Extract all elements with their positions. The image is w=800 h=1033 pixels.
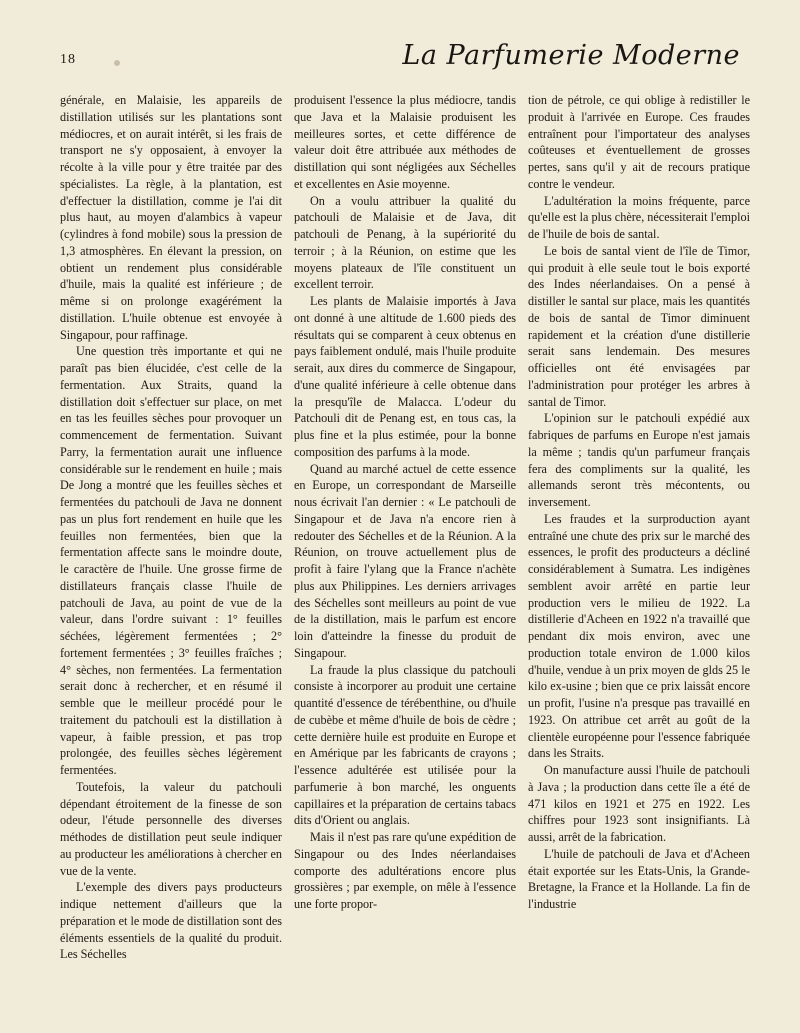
paragraph: Quand au marché actuel de cette essence en Europe, un correspondant de Marseille nous écrivait l'an dernier : « Le patchouli de Singapour et de Java n'a encore rien à redouter des Séchelles et de la Réunion. A la Réunion, on trouve actuellement plus de profit à faire l'ylang que la France n'achète plus aux Philippines. Les derniers arrivages des Séchelles sont meilleurs au point de vue de la distillation, mais le parfum est encore loin d'atteindre la finesse du produit de Singapour.	[294, 461, 516, 660]
paragraph: Toutefois, la valeur du patchouli dépendant étroitement de la finesse de son odeur, l'étude personnelle des diverses méthodes de distillation peut seule indiquer au producteur les améliorations à chercher en vue de la vente.	[60, 779, 282, 878]
paragraph: générale, en Malaisie, les appareils de distillation utilisés sur les plantations sont médiocres, et on aurait intérêt, si les frais de transport ne s'y opposaient, à envoyer la récolte à la ville pour y être traitée par des spécialistes. La règle, à la plantation, est d'effectuer la distillation, comme je l'ai dit plus haut, au moyen d'alambics à vapeur (cylindres à fond mobile) sous la pression de 1,3 atmosphères. En élevant la pression, on obtient un rendement plus considérable d'huile, mais la qualité est inférieure ; de même si on prolonge exagérément la distillation. L'huile obtenue est envoyée à Singapour, pour raffinage.	[60, 93, 282, 342]
paragraph: L'huile de patchouli de Java et d'Acheen était exportée sur les Etats-Unis, la Grande-Bretagne, la France et la Hollande. La fin de l'industrie	[528, 846, 750, 911]
column-right	[528, 92, 750, 1017]
paragraph: Les plants de Malaisie importés à Java ont donné à une altitude de 1.600 pieds des résultats qui se comparent à ceux obtenus en pays faiblement ondulé, mais l'huile produite serait, aux dires du commerce de Singapour, d'une qualité inférieure à celle obtenue dans la presqu'île de Malacca. L'odeur du Patchouli dit de Penang est, en tous cas, la plus fine et la plus estimée, pour la bonne composition des parfums à la mode.	[294, 294, 516, 459]
page-number: 18	[60, 52, 76, 67]
column-middle	[294, 92, 516, 1017]
paragraph: Le bois de santal vient de l'île de Timor, qui produit à elle seule tout le bois exporté des Indes néerlandaises. On a pensé à distiller le santal sur place, mais les quantités de bois de santal de Timor diminuent rapidement et la création d'une distillerie serait sans lendemain. Des mesures officielles ont été envisagées par l'administration pour protéger les arbres à santal de Timor.	[528, 243, 750, 409]
paragraph: Mais il n'est pas rare qu'une expédition de Singapour ou des Indes néerlandaises comporte des adultérations encore plus grossières ; par exemple, on mêle à l'essence une forte propor-	[294, 830, 516, 911]
paragraph: L'opinion sur le patchouli expédié aux fabriques de parfums en Europe n'est jamais la même ; tandis qu'un parfumeur français fera des compliments sur la qualité, les allemands seront très mécontents, ou inversement.	[528, 411, 750, 509]
paragraph: produisent l'essence la plus médiocre, tandis que Java et la Malaisie produisent les meilleures sortes, et cette différence de valeur doit être attribuée aux méthodes de distillation qui sont négligées aux Séchelles et excellentes en Asie moyenne.	[294, 93, 516, 191]
paragraph: L'exemple des divers pays producteurs indique nettement d'ailleurs que la préparation et le mode de distillation sont des éléments essentiels de la qualité du produit. Les Séchelles	[60, 880, 282, 962]
column-left	[60, 92, 282, 1017]
paragraph: La fraude la plus classique du patchouli consiste à incorporer au produit une certaine quantité d'essence de térébenthine, ou d'huile de cubèbe et même d'huile de bois de cèdre ; cette dernière huile est produite en Europe et en Amérique par les fabricants de crayons ; l'essence adultérée est utilisée pour la parfumerie à bon marché, les onguents capillaires et la préparation de certains tabacs dits d'Orient ou anglais.	[294, 662, 516, 828]
running-head: La Parfumerie Moderne	[402, 40, 740, 71]
paragraph: Une question très importante et qui ne paraît pas bien élucidée, c'est celle de la fermentation. Aux Straits, quand la distillation doit s'effectuer sur place, on met en tas les feuilles sèches pour provoquer un commencement de fermentation. Suivant Parry, la fermentation aurait une influence considérable sur le rendement en huile ; mais De Jong a montré que les feuilles sèches et fermentées du patchouli de Java ne donnent pas un plus fort rendement en huile que les feuilles non fermentées, bien que la fermentation affecte sans le moindre doute, le caractère de l'huile. Une grosse firme de distillateurs français classe l'huile de patchouli de Java, au point de vue de la valeur, dans l'ordre suivant : 1° feuilles séchées, légèrement fermentées ; 2° fortement fermentées ; 3° feuilles fraîches ; 4° sèches, non fermentées. La fermentation serait donc à rechercher, et en résumé il semble que le meilleur procédé pour le traitement du patchouli est la distillation à vapeur, à faible pression, et pas trop prolongée, des feuilles sèches légèrement fermentées.	[60, 344, 282, 777]
paragraph: L'adultération la moins fréquente, parce qu'elle est la plus chère, nécessiterait l'emploi de l'huile de bois de santal.	[528, 193, 750, 241]
paragraph: On a voulu attribuer la qualité du patchouli de Malaisie et de Java, dit patchouli de Penang, à la supériorité du terroir ; à la Réunion, on estime que les moyens plateaux de l'île constituent un excellent terroir.	[294, 193, 516, 292]
paragraph: Les fraudes et la surproduction ayant entraîné une chute des prix sur le marché des essences, le profit des producteurs a décliné considérablement à Sumatra. Les indigènes semblent avoir arrêté en partie leur production vers le milieu de 1922. La distillerie d'Acheen en 1922 n'a travaillé que pendant dix mois environ, avec une production totale environ de 1.000 kilos d'huile, vendue à un prix moyen de glds 25 le kilo ex-usine ; bien que ce prix laissât encore un profit, l'usine n'a presque pas travaillé en 1923. On attribue cet arrêt au goût de la clientèle européenne pour l'essence fabriquée dans les Straits.	[528, 511, 750, 761]
paragraph: tion de pétrole, ce qui oblige à redistiller le produit à l'arrivée en Europe. Ces fraudes entraînent pour l'importateur des analyses coûteuses et éventuellement de grosses pertes, sans qu'il y ait de recours pratique contre le vendeur.	[528, 93, 750, 191]
ornament-dot	[114, 60, 120, 66]
paragraph: On manufacture aussi l'huile de patchouli à Java ; la production dans cette île a été de 471 kilos en 1921 et 275 en 1922. Les chiffres pour 1923 sont insignifiants. Là aussi, arrêt de la fabrication.	[528, 763, 750, 844]
text-columns	[60, 92, 750, 1017]
